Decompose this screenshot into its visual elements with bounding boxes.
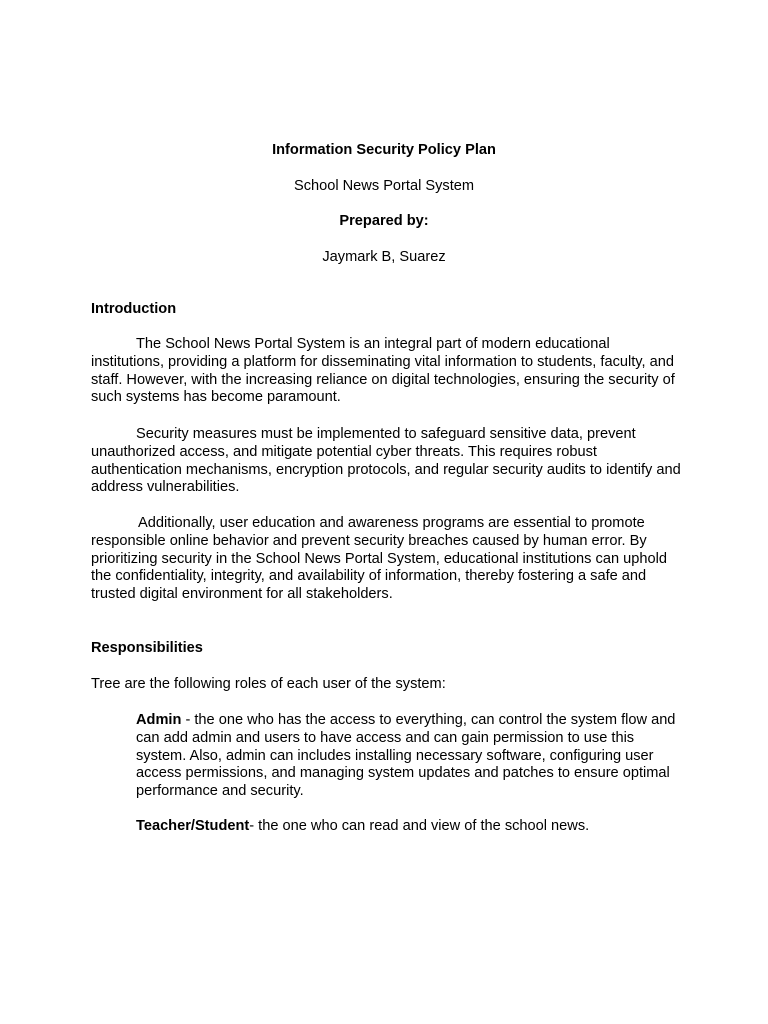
prepared-by-label: Prepared by: xyxy=(339,213,429,229)
author-name: Jaymark B, Suarez xyxy=(322,249,446,265)
role-item-admin xyxy=(136,712,681,801)
role-description: - the one who has the access to everything, can control the system flow and can add admin and users to have access and can gain permission to use this system. Also, admin can includes installing necessary software, configuring user access permissions, and managing system updates and patches to ensure optimal performance and security. xyxy=(136,712,676,800)
document-title: Information Security Policy Plan xyxy=(272,142,496,158)
introduction-paragraph-2: Security measures must be implemented to safeguard sensitive data, prevent unauthorized access, and mitigate potential cyber threats. This requires robust authentication mechanisms, encryption protocols, and regular security audits to identify and address vulnerabilities. xyxy=(91,426,681,496)
role-name: Admin xyxy=(136,712,182,728)
role-description: - the one who can read and view of the school news. xyxy=(249,818,590,834)
introduction-paragraph-1: The School News Portal System is an integral part of modern educational institutions, providing a platform for disseminating vital information to students, faculty, and staff. However, with the increasing reliance on digital technologies, ensuring the security of such systems has become paramount. xyxy=(91,336,675,406)
introduction-heading: Introduction xyxy=(91,301,177,317)
document-subtitle: School News Portal System xyxy=(293,178,475,194)
introduction-paragraph-3: Additionally, user education and awareness programs are essential to promote responsible online behavior and prevent security breaches caused by human error. By prioritizing security in the School News Portal System, educational institutions can uphold the confidentiality, integrity, and availability of information, thereby fostering a safe and trusted digital environment for all stakeholders. xyxy=(91,515,667,603)
responsibilities-intro: Tree are the following roles of each user of the system: xyxy=(91,676,446,692)
responsibilities-heading: Responsibilities xyxy=(91,640,203,656)
role-item-teacher-student xyxy=(136,818,681,836)
role-name: Teacher/Student xyxy=(136,818,250,834)
